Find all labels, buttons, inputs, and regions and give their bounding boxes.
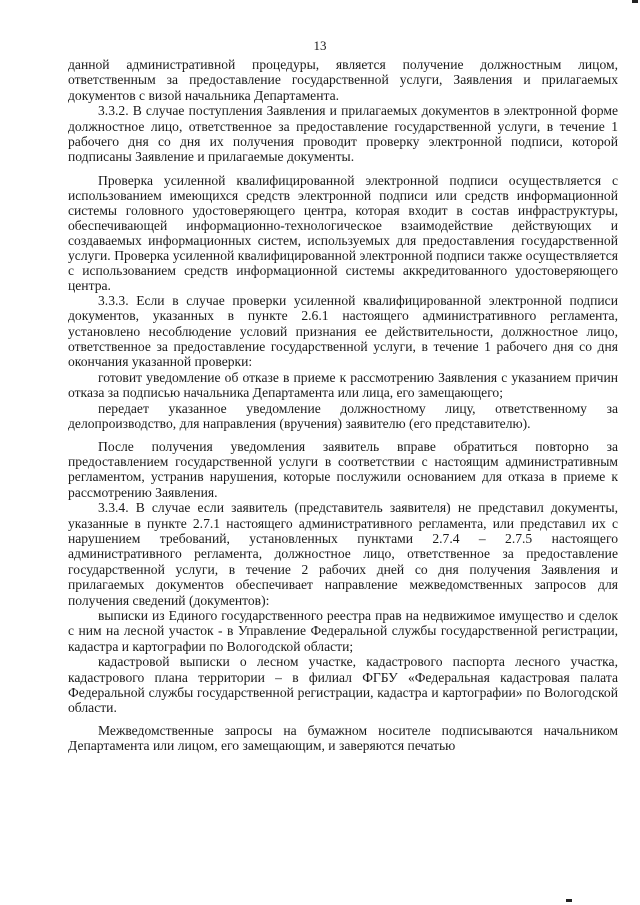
paragraph-reapply: После получения уведомления заявитель вправе обратиться повторно за предоставлением государственной услуги в соответствии с настоящим административным регламентом, устранив нарушения, которые послужили основанием для отказа в приеме к рассмотрению Заявления. [68,438,618,500]
paragraph-3-3-2: 3.3.2. В случае поступления Заявления и прилагаемых документов в электронной форме должностное лицо, ответственное за предоставление государственной услуги, в течение 1 рабочего дня со дня их получения проводит проверку электронной подписи, которой подписаны Заявление и прилагаемые документы. [68,103,618,165]
paragraph-prepare-notice: готовит уведомление об отказе в приеме к рассмотрению Заявления с указанием причин отказа за подписью начальника Департамента или лица, его замещающего; [68,369,618,401]
paragraph-continuation: данной административной процедуры, является получение должностным лицом, ответственным за предоставление государственной услуги, Заявления и прилагаемых документов с визой начальника Департамента. [68,57,618,103]
scan-mark-bottom [566,899,572,902]
scan-mark-top [632,0,638,3]
paragraph-paper-requests: Межведомственные запросы на бумажном носителе подписываются начальником Департамента или лицом, его замещающим, и заверяются печатью [68,722,618,754]
paragraph-signature-check: Проверка усиленной квалифицированной электронной подписи осуществляется с использованием имеющихся средств электронной подписи или средств информационной системы головного удостоверяющего центра, которая входит в состав инфраструктуры, обеспечивающей информационно-технологическое взаимодействие действующих и создаваемых информационных систем, используемых для предоставления государственной услуги. Проверка усиленной квалифицированной электронной подписи также осуществляется с использованием средств информационной системы аккредитованного удостоверяющего центра. [68,172,618,293]
paragraph-cadastral-extract: кадастровой выписки о лесном участке, кадастрового паспорта лесного участка, кадастрового плана территории – в филиал ФГБУ «Федеральная кадастровая палата Федеральной службы государственной регистрации, кадастра и картографии» по Вологодской области. [68,654,618,716]
paragraph-egrp-extract: выписки из Единого государственного реестра прав на недвижимое имущество и сделок с ним на лесной участок - в Управление Федеральной службы государственной регистрации, кадастра и картографии по Вологодской области; [68,607,618,654]
paragraph-3-3-3: 3.3.3. Если в случае проверки усиленной квалифицированной электронной подписи документов, указанных в пункте 2.6.1 настоящего административного регламента, установлено несоблюдение условий признания ее действительности, должностное лицо, ответственное за предоставление государственной услуги, в течение 1 рабочего дня со дня окончания указанной проверки: [68,292,618,370]
document-body [68,57,618,754]
paragraph-transfer-notice: передает указанное уведомление должностному лицу, ответственному за делопроизводство, для направления (вручения) заявителю (его представителю). [68,400,618,432]
page-number: 13 [313,38,327,53]
paragraph-3-3-4: 3.3.4. В случае если заявитель (представитель заявителя) не представил документы, указанные в пункте 2.7.1 настоящего административного регламента, или представил их с нарушением требований, установленных пунктами 2.7.4 – 2.7.5 настоящего административного регламента, должностное лицо, ответственное за предоставление государственной услуги, в течение 2 рабочих дней со дня получения Заявления и прилагаемых документов обеспечивает направление межведомственных запросов для получения сведений (документов): [68,500,618,608]
